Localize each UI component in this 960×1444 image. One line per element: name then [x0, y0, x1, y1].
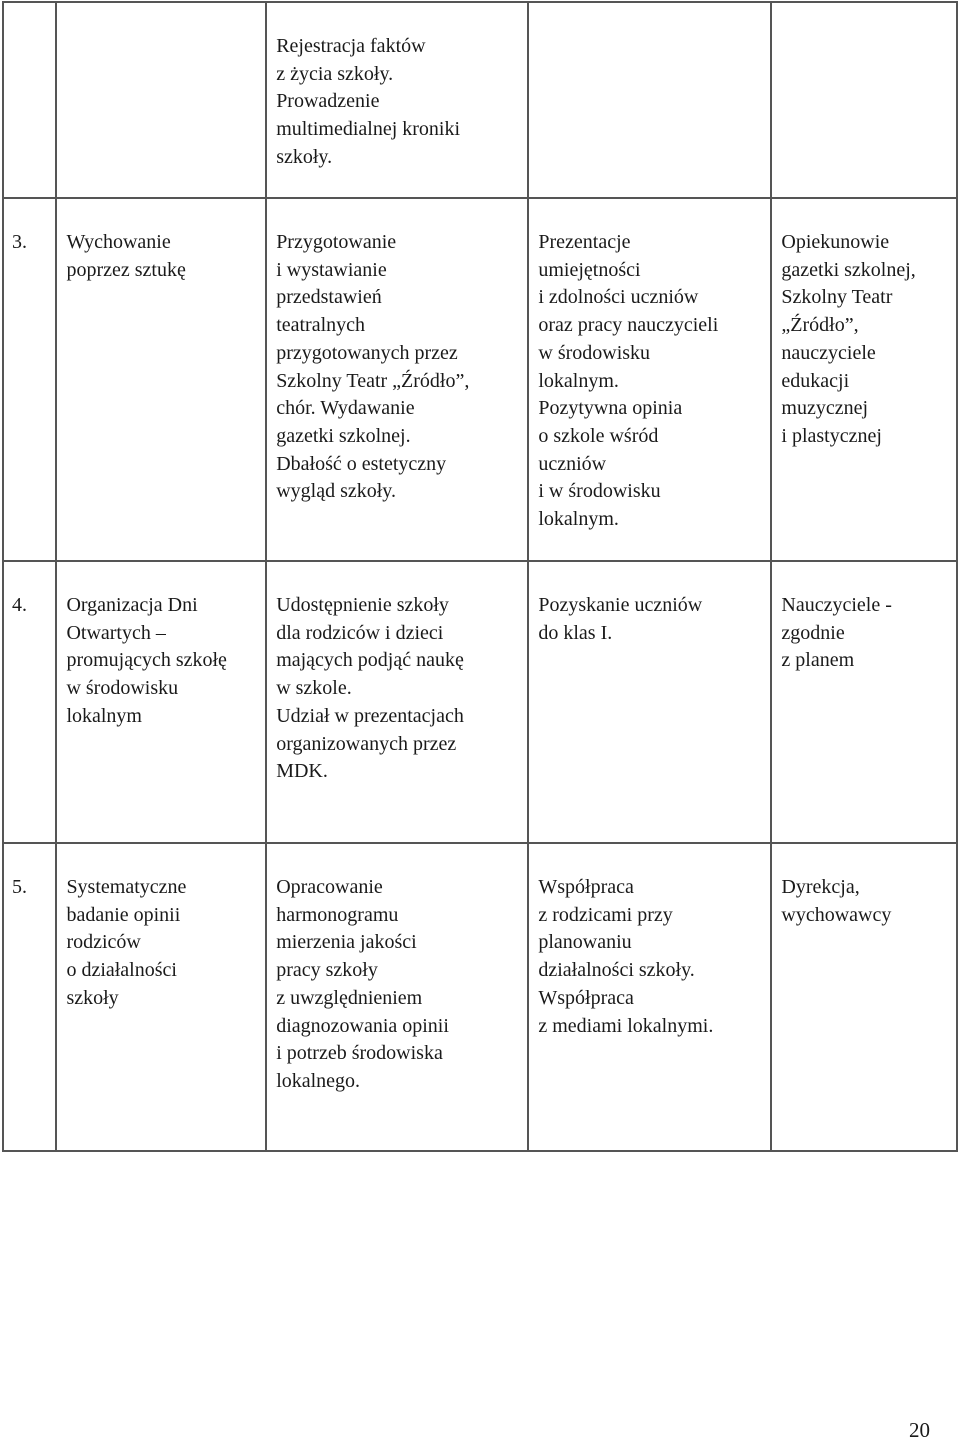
goal-cell	[56, 561, 266, 843]
actions-text: Przygotowanie i wystawianie przedstawień teatralnych przygotowanych przez Szkolny Teatr „Źródło”, chór. Wydawanie gazetki szkolnej. Dbałość o estetyczny wygląd szkoły.	[276, 231, 470, 503]
row-number: 4.	[12, 594, 27, 616]
effects-cell	[528, 2, 771, 198]
number-cell	[3, 198, 56, 561]
goal-cell	[56, 2, 266, 198]
responsible-cell	[771, 2, 957, 198]
effects-cell	[528, 198, 771, 561]
table-row	[3, 843, 957, 1151]
responsible-text: Nauczyciele - zgodnie z planem	[781, 594, 892, 672]
effects-text: Współpraca z rodzicami przy planowaniu działalności szkoły. Współpraca z mediami lokalnymi.	[538, 876, 714, 1037]
actions-text: Opracowanie harmonogramu mierzenia jakości pracy szkoły z uwzględnieniem diagnozowania opinii i potrzeb środowiska lokalnego.	[276, 876, 449, 1092]
goal-text	[57, 3, 265, 33]
number-cell	[3, 843, 56, 1151]
responsible-cell	[771, 561, 957, 843]
effects-text: Prezentacje umiejętności i zdolności uczniów oraz pracy nauczycieli w środowisku lokalnym. Pozytywna opinia o szkole wśród uczniów i w środowisku lokalnym.	[538, 231, 719, 531]
number-cell	[3, 2, 56, 198]
goal-text: Wychowanie poprzez sztukę	[66, 231, 186, 281]
goal-cell	[56, 198, 266, 561]
number-cell	[3, 561, 56, 843]
effects-text: Pozyskanie uczniów do klas I.	[538, 594, 703, 644]
actions-cell	[266, 843, 528, 1151]
row-number: 3.	[12, 231, 27, 253]
actions-text: Udostępnienie szkoły dla rodziców i dzieci mających podjąć naukę w szkole. Udział w prezentacjach organizowanych przez MDK.	[276, 594, 464, 783]
school-plan-table	[2, 1, 958, 1152]
actions-text: Rejestracja faktów z życia szkoły. Prowadzenie multimedialnej kroniki szkoły.	[276, 35, 461, 168]
actions-cell	[266, 2, 528, 198]
effects-cell	[528, 561, 771, 843]
table-row	[3, 2, 957, 198]
effects-text	[529, 3, 770, 33]
responsible-text	[772, 3, 956, 33]
responsible-text: Dyrekcja, wychowawcy	[781, 876, 892, 926]
row-number: 5.	[12, 876, 27, 898]
responsible-cell	[771, 198, 957, 561]
page-number: 20	[909, 1418, 930, 1442]
table-row	[3, 561, 957, 843]
effects-cell	[528, 843, 771, 1151]
goal-text: Systematyczne badanie opinii rodziców o działalności szkoły	[66, 876, 187, 1009]
row-number	[4, 3, 55, 33]
actions-cell	[266, 561, 528, 843]
goal-text: Organizacja Dni Otwartych – promujących szkołę w środowisku lokalnym	[66, 594, 227, 727]
table-row	[3, 198, 957, 561]
responsible-cell	[771, 843, 957, 1151]
actions-cell	[266, 198, 528, 561]
responsible-text: Opiekunowie gazetki szkolnej, Szkolny Teatr „Źródło”, nauczyciele edukacji muzycznej i plastycznej	[781, 231, 916, 447]
goal-cell	[56, 843, 266, 1151]
